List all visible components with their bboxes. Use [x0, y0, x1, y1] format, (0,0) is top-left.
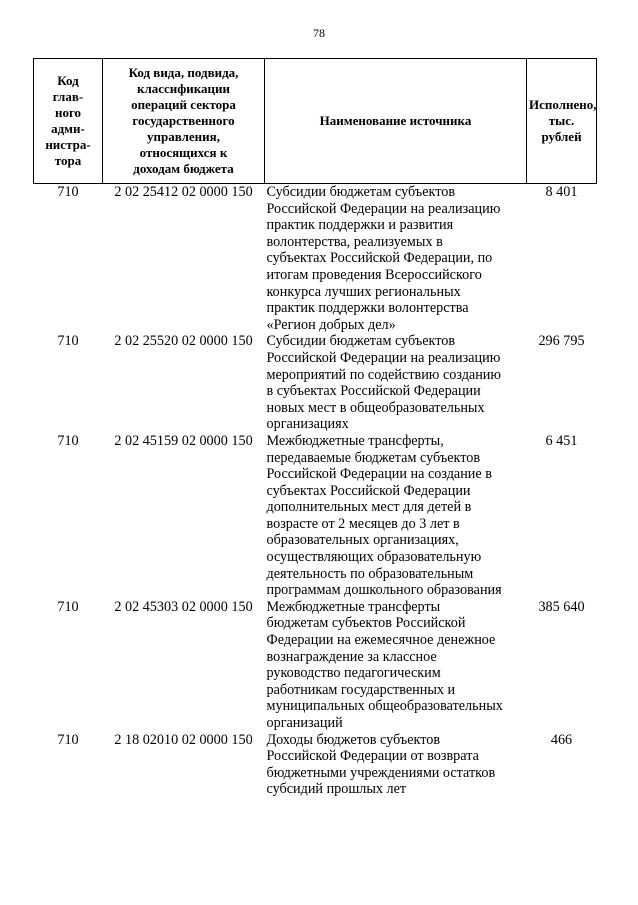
cell-admin-code: 710	[57, 432, 79, 449]
cell-source-name: Межбюджетные трансферты, передаваемые бюджетам субъектов Российской Федерации на создание в субъектах Российской Федерации дополнительных мест для детей в возрасте от 2 месяцев до 3 лет в образовательных организациях, осуществляющих образовательную деятельность по образовательным программам дошкольного образования	[266, 432, 502, 599]
header-source-name: Наименование источника	[265, 59, 527, 184]
cell-amount: 296 795	[538, 333, 585, 350]
table-row	[34, 599, 597, 732]
table-row	[34, 732, 597, 798]
budget-revenue-table	[33, 58, 597, 798]
cell-amount: 6 451	[545, 432, 578, 449]
table-row	[34, 433, 597, 599]
cell-source-name: Субсидии бюджетам субъектов Российской Федерации на реализацию практик поддержки и развития волонтерства, реализуемых в субъектах Российской Федерации, по итогам проведения Всероссийского конкурса лучших региональных практик поддержки волонтерства «Регион добрых дел»	[266, 184, 501, 333]
cell-admin-code: 710	[57, 333, 79, 350]
cell-amount: 466	[550, 731, 573, 748]
header-executed: Исполнено, тыс. рублей	[527, 59, 597, 184]
table-row	[34, 333, 597, 433]
cell-source-name: Доходы бюджетов субъектов Российской Федерации от возврата бюджетными учреждениями остатков субсидий прошлых лет	[266, 731, 496, 798]
header-classification-code: Код вида, подвида, классификации операций сектора государственного управления, относящихся к доходам бюджета	[103, 59, 265, 184]
cell-amount: 385 640	[538, 598, 585, 615]
table-header-row	[34, 59, 597, 184]
cell-classification-code: 2 02 25412 02 0000 150	[114, 184, 253, 200]
cell-source-name: Межбюджетные трансферты бюджетам субъектов Российской Федерации на ежемесячное денежное вознаграждение за классное руководство педагогическим работникам государственных и муниципальных общеобразовательных организаций	[266, 598, 503, 731]
cell-source-name: Субсидии бюджетам субъектов Российской Федерации на реализацию мероприятий по содействию созданию в субъектах Российской Федерации новых мест в общеобразовательных организациях	[266, 333, 501, 433]
cell-admin-code: 710	[57, 184, 79, 200]
page-number: 78	[313, 26, 325, 40]
header-admin-code: Код глав- ного адми- нистра- тора	[34, 59, 103, 184]
cell-classification-code: 2 02 45303 02 0000 150	[114, 598, 253, 615]
cell-admin-code: 710	[57, 598, 79, 615]
cell-classification-code: 2 02 25520 02 0000 150	[114, 333, 253, 350]
table-row	[34, 184, 597, 334]
cell-admin-code: 710	[57, 731, 79, 748]
cell-classification-code: 2 18 02010 02 0000 150	[114, 731, 253, 748]
cell-classification-code: 2 02 45159 02 0000 150	[114, 432, 253, 449]
cell-amount: 8 401	[545, 184, 578, 200]
